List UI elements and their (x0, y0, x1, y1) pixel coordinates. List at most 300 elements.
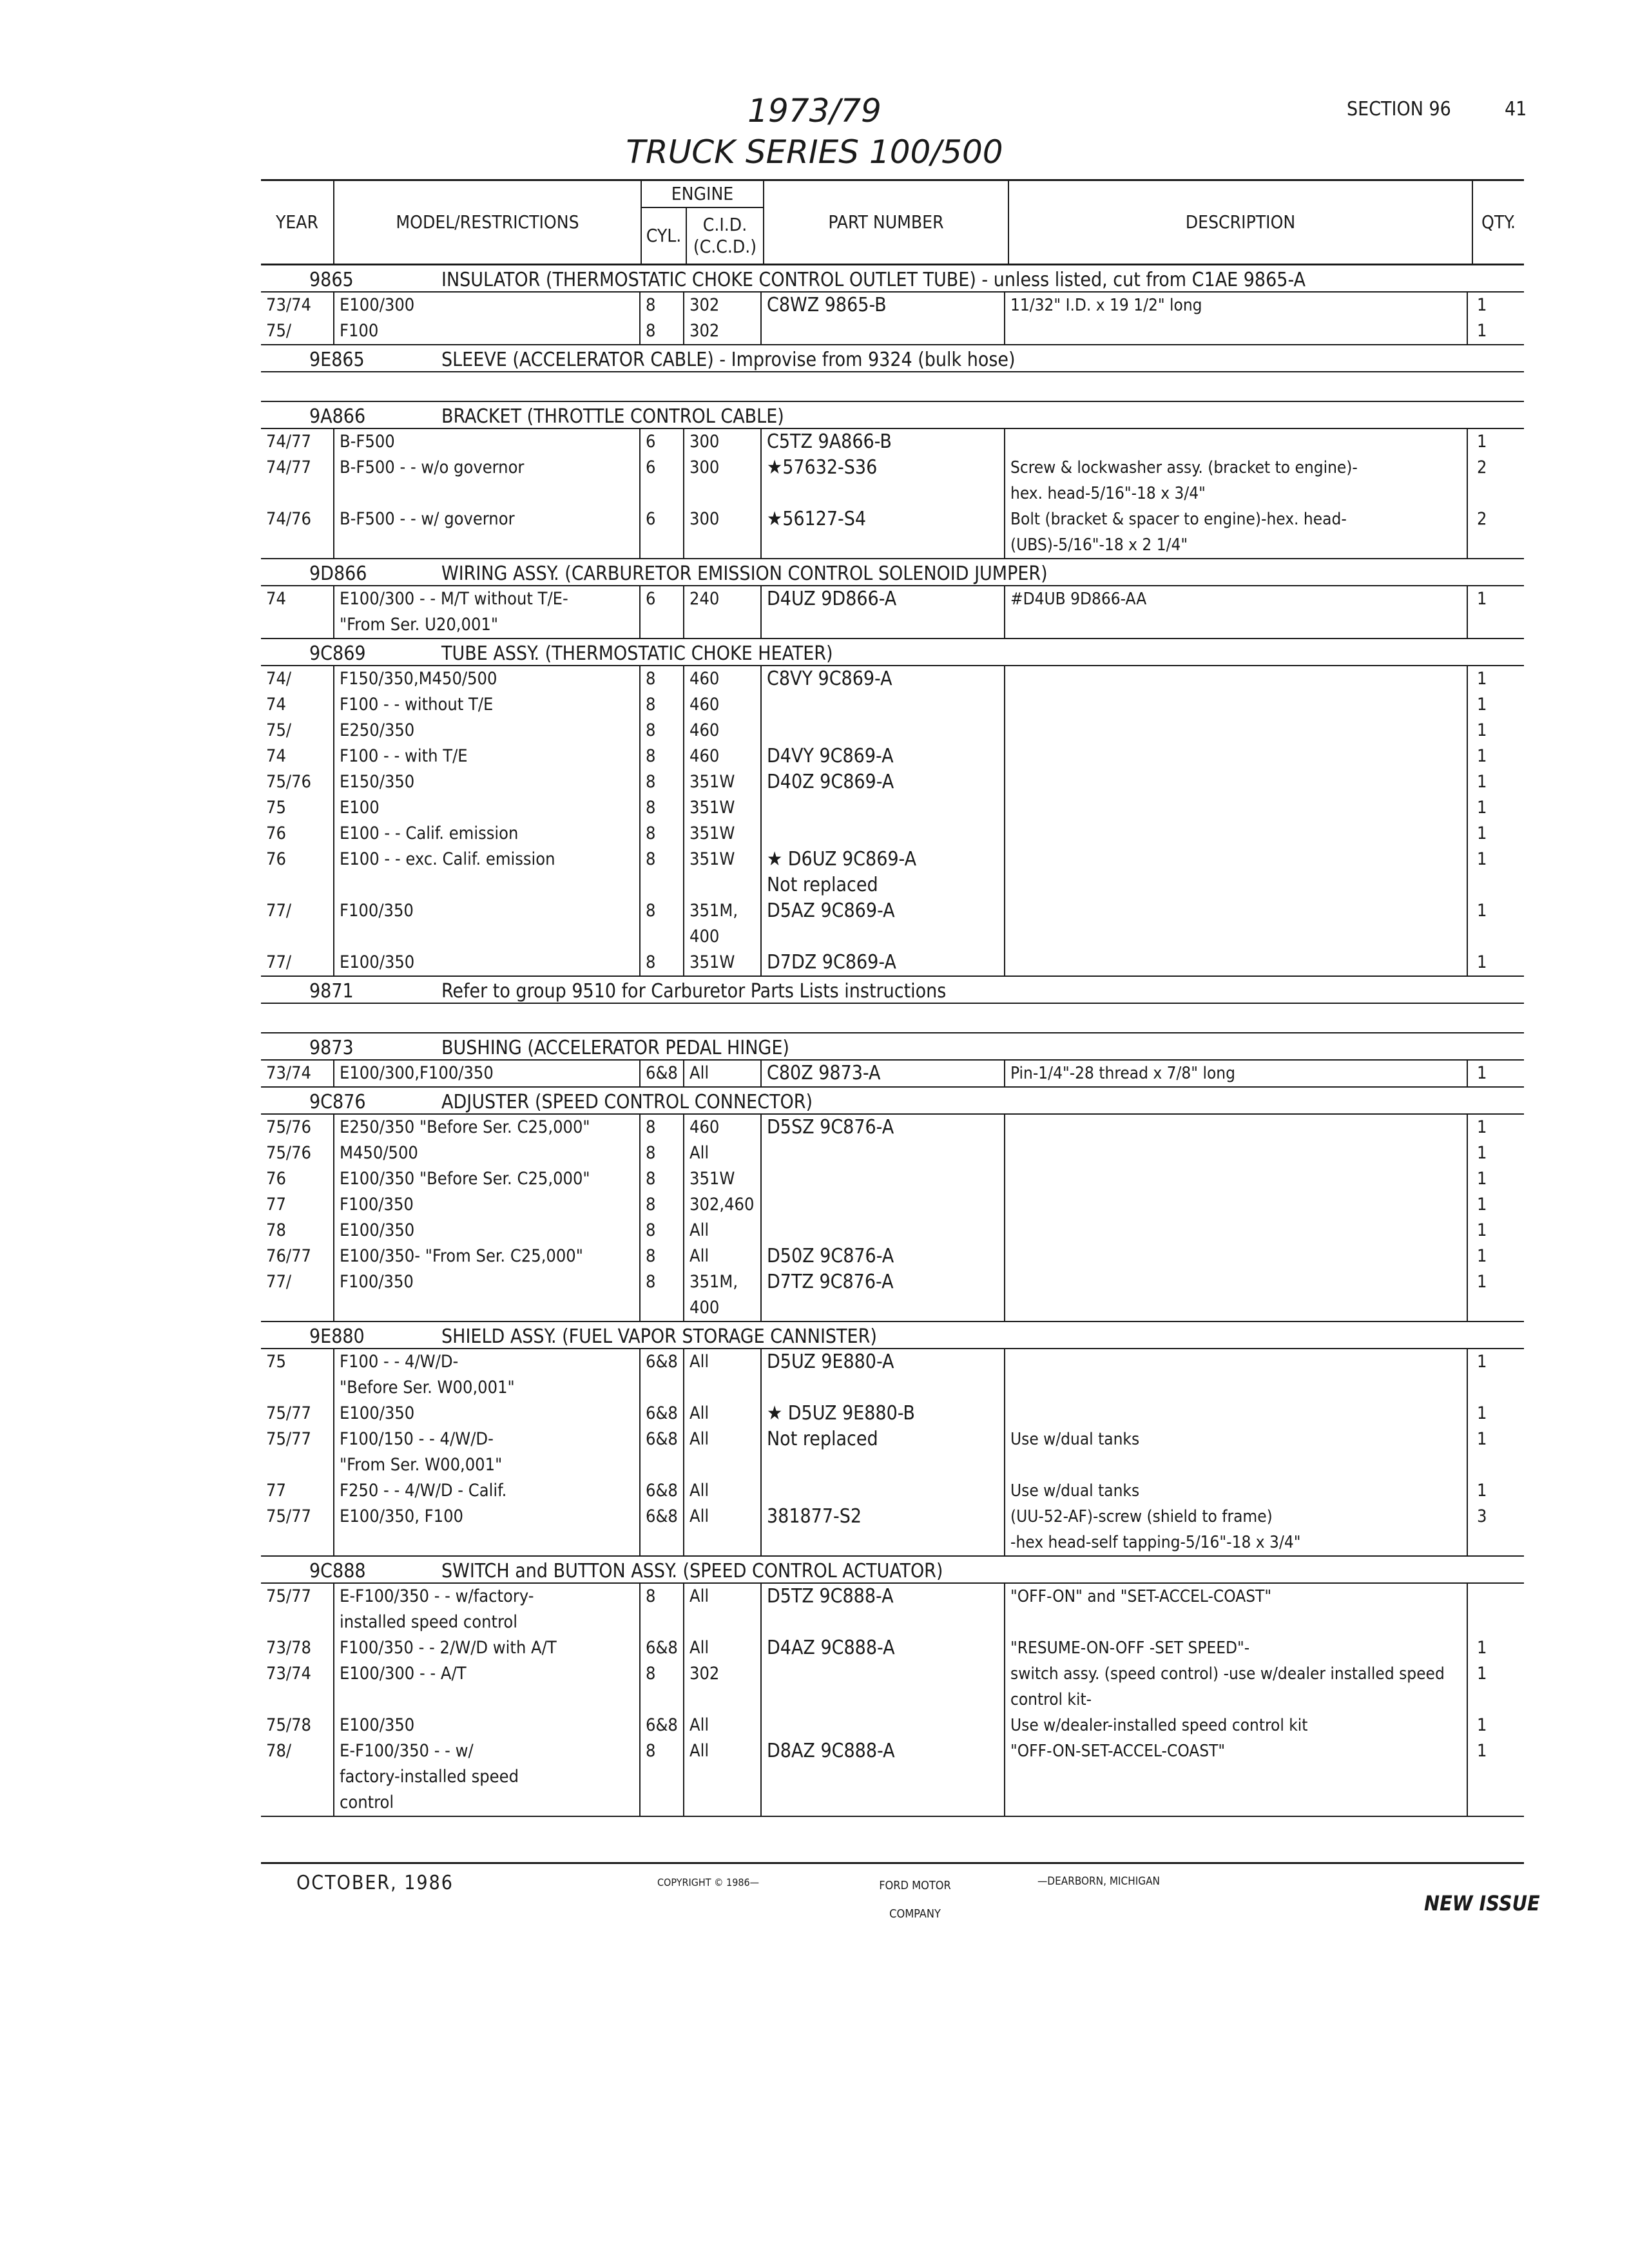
header-part-number: PART NUMBER (764, 181, 1009, 264)
group-number: 9D866 (309, 562, 367, 585)
table-row (261, 1478, 1524, 1504)
row-model: E100/350 "Before Ser. C25,000" (333, 1166, 639, 1192)
row-year: 75/78 (266, 1715, 311, 1735)
row-year: 75/76 (266, 1143, 311, 1163)
row-part-number: D4AZ 9C888-A (760, 1635, 1004, 1661)
table-row (261, 1504, 1524, 1557)
header-description: DESCRIPTION (1009, 181, 1473, 264)
row-part-number: D5SZ 9C876-A (760, 1115, 1004, 1140)
row-qty: 1 (1467, 293, 1524, 318)
row-model: F150/350,M450/500 (333, 666, 639, 692)
table-row (261, 821, 1524, 847)
row-qty: 1 (1467, 318, 1524, 344)
row-model: E100/350 (333, 1401, 639, 1427)
group-number: 9873 (309, 1037, 354, 1059)
row-cylinders: 6&8 (639, 1061, 683, 1086)
row-qty: 2 (1467, 455, 1524, 506)
row-description: "RESUME-ON-OFF -SET SPEED"- (1004, 1635, 1467, 1661)
row-qty: 1 (1467, 1269, 1524, 1321)
row-cid: 460 (683, 744, 760, 769)
row-cid: 300 (683, 506, 760, 558)
section-label: SECTION 96 (1347, 98, 1451, 120)
row-cylinders: 8 (639, 1140, 683, 1166)
table-row (261, 898, 1524, 950)
row-qty: 1 (1467, 1713, 1524, 1738)
row-part-number (760, 318, 1004, 344)
row-qty: 1 (1467, 1192, 1524, 1218)
row-qty: 1 (1467, 1140, 1524, 1166)
table-header (261, 179, 1524, 265)
title-series: TRUCK SERIES 100/500 (626, 133, 1003, 171)
row-part-number: C80Z 9873-A (760, 1061, 1004, 1086)
row-qty: 1 (1467, 744, 1524, 769)
row-cylinders: 6&8 (639, 1504, 683, 1555)
row-year: 77 (266, 1481, 286, 1501)
row-model: E100/300,F100/350 (333, 1061, 639, 1086)
row-year: 75/77 (266, 1506, 311, 1526)
row-qty: 2 (1467, 506, 1524, 558)
row-cid: All (683, 1349, 760, 1401)
table-row (261, 429, 1524, 455)
table-row (261, 666, 1524, 692)
row-cid: 302,460 (683, 1192, 760, 1218)
table-row (261, 795, 1524, 821)
group-header (261, 345, 1524, 372)
row-part-number: ★ D5UZ 9E880-B (760, 1401, 1004, 1427)
row-cid: 302 (683, 293, 760, 318)
row-model: F100/350 (333, 898, 639, 950)
group-header (261, 402, 1524, 429)
row-qty: 1 (1467, 692, 1524, 718)
table-row (261, 744, 1524, 769)
row-cylinders: 6&8 (639, 1635, 683, 1661)
group-header (261, 1322, 1524, 1349)
row-cylinders: 6 (639, 429, 683, 455)
row-cid: 460 (683, 666, 760, 692)
row-model: E100/350, F100 (333, 1504, 639, 1555)
table-row (261, 293, 1524, 318)
row-year: 75/ (266, 321, 292, 341)
row-cid: 240 (683, 586, 760, 638)
row-qty (1467, 1584, 1524, 1635)
row-cylinders: 8 (639, 718, 683, 744)
footer-copyright: COPYRIGHT © 1986— (657, 1876, 760, 1888)
row-cid: 300 (683, 429, 760, 455)
section-divider (261, 372, 1524, 402)
row-cid: 351W (683, 795, 760, 821)
group-name: SHIELD ASSY. (FUEL VAPOR STORAGE CANNISTER) (441, 1325, 877, 1348)
row-cylinders: 8 (639, 847, 683, 898)
table-row (261, 692, 1524, 718)
row-model: F100/150 - - 4/W/D- "From Ser. W00,001" (333, 1427, 639, 1478)
row-description: Use w/dual tanks (1004, 1478, 1467, 1504)
row-cid: 460 (683, 1115, 760, 1140)
row-description (1004, 692, 1467, 718)
row-description (1004, 744, 1467, 769)
row-qty: 1 (1467, 950, 1524, 975)
row-part-number (760, 821, 1004, 847)
row-year: 76/77 (266, 1246, 311, 1266)
row-description: (UU-52-AF)-screw (shield to frame) -hex head-self tapping-5/16"-18 x 3/4" (1004, 1504, 1467, 1555)
row-part-number: D7TZ 9C876-A (760, 1269, 1004, 1321)
row-model: E250/350 "Before Ser. C25,000" (333, 1115, 639, 1140)
row-model: E150/350 (333, 769, 639, 795)
row-cid: All (683, 1584, 760, 1635)
row-description: Bolt (bracket & spacer to engine)-hex. head- (UBS)-5/16"-18 x 2 1/4" (1004, 506, 1467, 558)
row-cylinders: 8 (639, 1115, 683, 1140)
row-description (1004, 821, 1467, 847)
row-cylinders: 8 (639, 692, 683, 718)
footer-company (873, 1872, 957, 1928)
row-cylinders: 8 (639, 1738, 683, 1816)
row-cid: All (683, 1140, 760, 1166)
row-qty: 1 (1467, 1115, 1524, 1140)
row-cylinders: 8 (639, 1166, 683, 1192)
row-cid: All (683, 1061, 760, 1086)
footer-date: OCTOBER, 1986 (296, 1872, 454, 1894)
catalog-groups (261, 265, 1524, 1817)
row-qty: 1 (1467, 429, 1524, 455)
table-row (261, 1140, 1524, 1166)
table-row (261, 1192, 1524, 1218)
row-model: E100/300 (333, 293, 639, 318)
row-part-number (760, 795, 1004, 821)
group-name: SLEEVE (ACCELERATOR CABLE) - Improvise from 9324 (bulk hose) (441, 349, 1016, 371)
row-cid: All (683, 1401, 760, 1427)
row-description: Use w/dual tanks (1004, 1427, 1467, 1478)
row-part-number: D5UZ 9E880-A (760, 1349, 1004, 1401)
row-part-number: D5TZ 9C888-A (760, 1584, 1004, 1635)
row-qty: 1 (1467, 795, 1524, 821)
row-part-number: Not replaced (760, 1427, 1004, 1478)
header-year: YEAR (261, 181, 334, 264)
table-row (261, 1218, 1524, 1244)
row-cid: 351W (683, 769, 760, 795)
group-number: 9C876 (309, 1091, 366, 1113)
row-cid: All (683, 1635, 760, 1661)
group-number: 9C888 (309, 1560, 366, 1582)
group-name: BUSHING (ACCELERATOR PEDAL HINGE) (441, 1037, 789, 1059)
row-description: "OFF-ON" and "SET-ACCEL-COAST" (1004, 1584, 1467, 1635)
row-description: 11/32" I.D. x 19 1/2" long (1004, 293, 1467, 318)
row-qty: 1 (1467, 1478, 1524, 1504)
row-year: 76 (266, 1169, 286, 1189)
row-year: 75/77 (266, 1586, 311, 1606)
row-model: E100/350 (333, 950, 639, 975)
row-part-number (760, 1192, 1004, 1218)
row-part-number (760, 1166, 1004, 1192)
row-description: Pin-1/4"-28 thread x 7/8" long (1004, 1061, 1467, 1086)
table-row (261, 1269, 1524, 1322)
row-year: 77/ (266, 1272, 292, 1292)
row-year: 77/ (266, 952, 292, 972)
row-cylinders: 8 (639, 795, 683, 821)
row-model: F100 - - with T/E (333, 744, 639, 769)
row-description (1004, 666, 1467, 692)
row-year: 76 (266, 823, 286, 843)
table-row (261, 1427, 1524, 1478)
issue-badge: NEW ISSUE (1424, 1891, 1540, 1916)
row-year: 74/77 (266, 457, 311, 477)
row-cylinders: 8 (639, 950, 683, 975)
row-cylinders: 8 (639, 666, 683, 692)
row-cylinders: 6&8 (639, 1427, 683, 1478)
row-model: F100/350 (333, 1192, 639, 1218)
row-cylinders: 6&8 (639, 1401, 683, 1427)
group-name: ADJUSTER (SPEED CONTROL CONNECTOR) (441, 1091, 813, 1113)
group-name: TUBE ASSY. (THERMOSTATIC CHOKE HEATER) (441, 642, 833, 665)
group-header (261, 639, 1524, 666)
footer-company-line1: FORD MOTOR (879, 1879, 951, 1892)
row-cid: All (683, 1244, 760, 1269)
row-cylinders: 6 (639, 586, 683, 638)
row-qty: 1 (1467, 1661, 1524, 1713)
table-row (261, 847, 1524, 898)
row-model: F100/350 (333, 1269, 639, 1321)
row-cid: 302 (683, 318, 760, 344)
row-description (1004, 1166, 1467, 1192)
table-row (261, 1115, 1524, 1140)
row-model: M450/500 (333, 1140, 639, 1166)
title-years: 1973/79 (747, 92, 882, 130)
group-header (261, 977, 1524, 1004)
row-model: F250 - - 4/W/D - Calif. (333, 1478, 639, 1504)
row-qty: 1 (1467, 1166, 1524, 1192)
row-year: 74 (266, 746, 286, 766)
row-year: 78/ (266, 1741, 292, 1761)
row-year: 74/77 (266, 432, 311, 452)
group-name: INSULATOR (THERMOSTATIC CHOKE CONTROL OUTLET TUBE) - unless listed, cut from C1AE 9865-A (441, 269, 1306, 291)
row-year: 75 (266, 798, 286, 818)
row-year: 75/ (266, 720, 292, 740)
table-row (261, 1401, 1524, 1427)
row-model: E250/350 (333, 718, 639, 744)
row-model: E100/350 (333, 1218, 639, 1244)
row-cid: 300 (683, 455, 760, 506)
group-number: 9E865 (309, 349, 365, 371)
row-cylinders: 8 (639, 744, 683, 769)
row-description (1004, 1269, 1467, 1321)
row-part-number: D8AZ 9C888-A (760, 1738, 1004, 1816)
header-engine-label: ENGINE (642, 181, 763, 208)
row-cid: All (683, 1713, 760, 1738)
row-cylinders: 6&8 (639, 1713, 683, 1738)
row-description: Use w/dealer-installed speed control kit (1004, 1713, 1467, 1738)
row-qty: 1 (1467, 1061, 1524, 1086)
header-cyl: CYL. (642, 208, 687, 264)
group-header (261, 1033, 1524, 1061)
row-part-number: D4VY 9C869-A (760, 744, 1004, 769)
group-number: 9865 (309, 269, 354, 291)
row-description (1004, 847, 1467, 898)
row-part-number: C5TZ 9A866-B (760, 429, 1004, 455)
row-cylinders: 8 (639, 293, 683, 318)
row-year: 73/78 (266, 1638, 311, 1658)
row-part-number: ★56127-S4 (760, 506, 1004, 558)
row-model: E100/300 - - M/T without T/E- "From Ser. U20,001" (333, 586, 639, 638)
row-year: 76 (266, 849, 286, 869)
row-model: F100 - - without T/E (333, 692, 639, 718)
row-description (1004, 1349, 1467, 1401)
table-row (261, 1166, 1524, 1192)
footer-location: —DEARBORN, MICHIGAN (1037, 1875, 1160, 1888)
row-description: Screw & lockwasher assy. (bracket to engine)- hex. head-5/16"-18 x 3/4" (1004, 455, 1467, 506)
row-year: 73/74 (266, 1063, 311, 1083)
group-header (261, 265, 1524, 293)
row-qty: 1 (1467, 821, 1524, 847)
header-qty: QTY. (1481, 211, 1516, 233)
row-model: E100 - - Calif. emission (333, 821, 639, 847)
row-description (1004, 1140, 1467, 1166)
row-cylinders: 8 (639, 821, 683, 847)
row-cylinders: 8 (639, 898, 683, 950)
row-description (1004, 1244, 1467, 1269)
parts-catalog-table (261, 179, 1524, 1817)
row-description (1004, 898, 1467, 950)
row-year: 77 (266, 1195, 286, 1215)
row-part-number (760, 1713, 1004, 1738)
table-row (261, 1661, 1524, 1713)
row-cylinders: 8 (639, 1584, 683, 1635)
row-part-number (760, 718, 1004, 744)
table-row (261, 1738, 1524, 1817)
row-year: 75/76 (266, 772, 311, 792)
group-number: 9A866 (309, 405, 366, 428)
table-row (261, 586, 1524, 639)
group-number: 9E880 (309, 1325, 365, 1348)
table-row (261, 718, 1524, 744)
row-qty: 1 (1467, 1349, 1524, 1401)
group-number: 9871 (309, 980, 354, 1003)
row-cid: All (683, 1427, 760, 1478)
row-model: F100/350 - - 2/W/D with A/T (333, 1635, 639, 1661)
row-cid: All (683, 1738, 760, 1816)
row-qty: 1 (1467, 1427, 1524, 1478)
row-year: 74/76 (266, 509, 311, 529)
row-model: E-F100/350 - - w/factory- installed speed control (333, 1584, 639, 1635)
row-year: 74/ (266, 669, 292, 689)
row-part-number: D50Z 9C876-A (760, 1244, 1004, 1269)
row-year: 74 (266, 695, 286, 715)
table-row (261, 455, 1524, 506)
row-cid: All (683, 1218, 760, 1244)
row-description (1004, 318, 1467, 344)
row-part-number (760, 1140, 1004, 1166)
row-qty: 1 (1467, 1244, 1524, 1269)
row-qty: 1 (1467, 586, 1524, 638)
row-description (1004, 429, 1467, 455)
row-part-number (760, 1661, 1004, 1713)
row-cid: 351M, 400 (683, 898, 760, 950)
row-description: #D4UB 9D866-AA (1004, 586, 1467, 638)
row-year: 75/77 (266, 1403, 311, 1423)
row-model: B-F500 (333, 429, 639, 455)
section-divider (261, 1004, 1524, 1033)
row-cylinders: 8 (639, 1192, 683, 1218)
page-number: 41 (1505, 98, 1527, 120)
row-part-number: ★ D6UZ 9C869-A Not replaced (760, 847, 1004, 898)
row-part-number: D40Z 9C869-A (760, 769, 1004, 795)
group-header (261, 1557, 1524, 1584)
row-cid: 460 (683, 718, 760, 744)
row-description (1004, 718, 1467, 744)
row-description (1004, 1115, 1467, 1140)
group-header (261, 559, 1524, 586)
row-qty: 1 (1467, 718, 1524, 744)
header-cid: C.I.D. (C.C.D.) (693, 214, 757, 257)
row-cid: 351W (683, 847, 760, 898)
row-model: E100/350 (333, 1713, 639, 1738)
row-year: 78 (266, 1220, 286, 1240)
row-description (1004, 1192, 1467, 1218)
table-row (261, 506, 1524, 559)
row-year: 75/77 (266, 1429, 311, 1449)
row-year: 73/74 (266, 1664, 311, 1684)
row-qty: 1 (1467, 1401, 1524, 1427)
row-part-number (760, 1478, 1004, 1504)
group-header (261, 1088, 1524, 1115)
row-qty: 1 (1467, 1218, 1524, 1244)
row-cylinders: 8 (639, 1218, 683, 1244)
group-number: 9C869 (309, 642, 366, 665)
row-cid: 351W (683, 950, 760, 975)
row-description: switch assy. (speed control) -use w/dealer installed speed control kit- (1004, 1661, 1467, 1713)
header-engine (642, 181, 764, 264)
row-part-number: 381877-S2 (760, 1504, 1004, 1555)
group-name: Refer to group 9510 for Carburetor Parts Lists instructions (441, 980, 947, 1003)
row-part-number (760, 692, 1004, 718)
row-part-number: ★57632-S36 (760, 455, 1004, 506)
row-cylinders: 6&8 (639, 1478, 683, 1504)
row-cylinders: 8 (639, 1661, 683, 1713)
table-row (261, 1635, 1524, 1661)
row-qty: 1 (1467, 1635, 1524, 1661)
row-model: E100/350- "From Ser. C25,000" (333, 1244, 639, 1269)
row-year: 75 (266, 1352, 286, 1372)
row-qty: 1 (1467, 898, 1524, 950)
row-model: B-F500 - - w/o governor (333, 455, 639, 506)
row-cid: All (683, 1504, 760, 1555)
row-qty: 1 (1467, 847, 1524, 898)
row-model: E-F100/350 - - w/ factory-installed speed control (333, 1738, 639, 1816)
row-cid: 460 (683, 692, 760, 718)
table-row (261, 1349, 1524, 1401)
row-cylinders: 6 (639, 506, 683, 558)
header-model: MODEL/RESTRICTIONS (334, 181, 642, 264)
row-description (1004, 950, 1467, 975)
row-year: 73/74 (266, 295, 311, 315)
table-row (261, 950, 1524, 977)
row-year: 74 (266, 589, 286, 609)
row-part-number: C8WZ 9865-B (760, 293, 1004, 318)
table-row (261, 1584, 1524, 1635)
row-part-number: D4UZ 9D866-A (760, 586, 1004, 638)
row-qty: 1 (1467, 1738, 1524, 1816)
table-row (261, 318, 1524, 345)
row-part-number (760, 1218, 1004, 1244)
row-part-number: D5AZ 9C869-A (760, 898, 1004, 950)
row-model: F100 - - 4/W/D- "Before Ser. W00,001" (333, 1349, 639, 1401)
table-row (261, 769, 1524, 795)
row-cylinders: 6&8 (639, 1349, 683, 1401)
row-model: F100 (333, 318, 639, 344)
row-year: 77/ (266, 901, 292, 921)
row-cid: 351W (683, 1166, 760, 1192)
row-part-number: D7DZ 9C869-A (760, 950, 1004, 975)
row-model: B-F500 - - w/ governor (333, 506, 639, 558)
row-model: E100/300 - - A/T (333, 1661, 639, 1713)
row-model: E100 (333, 795, 639, 821)
